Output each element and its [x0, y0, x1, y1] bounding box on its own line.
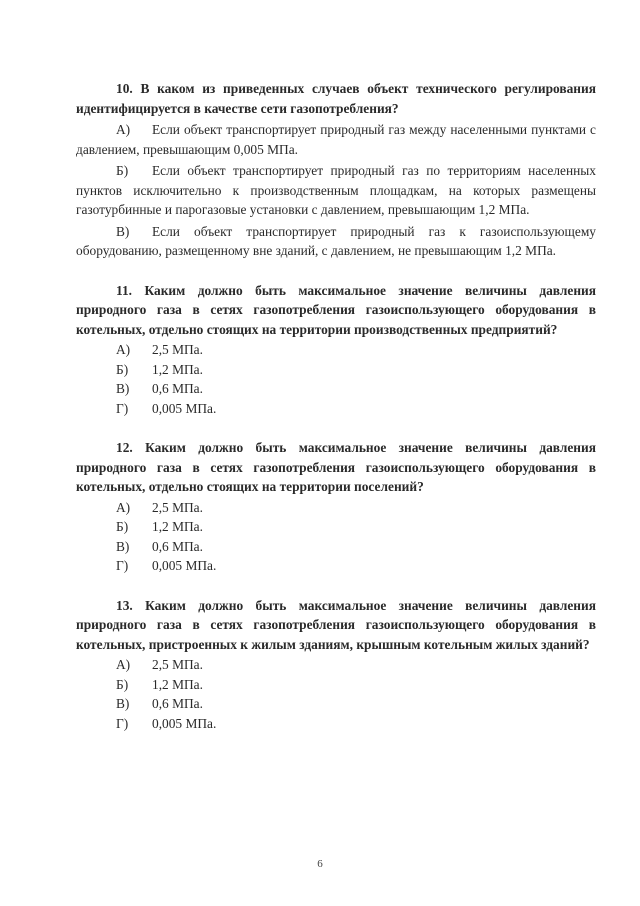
- option-letter: В): [116, 696, 130, 711]
- option-text: Если объект транспортирует природный газ по территориям населенных пунктов исключительно к производственным площадкам, на которых размещены газотурбинные и парогазовые установки с давлением, превышающим 1,2 МПа.: [76, 163, 596, 217]
- option-text: 1,2 МПа.: [152, 519, 203, 534]
- option-text: 0,005 МПа.: [152, 558, 217, 573]
- option-text: 2,5 МПа.: [152, 342, 203, 357]
- answer-option: [76, 694, 596, 714]
- answer-option: [76, 655, 596, 675]
- option-letter: Б): [116, 519, 129, 534]
- question-10: [76, 79, 596, 261]
- option-text: 0,6 МПа.: [152, 696, 203, 711]
- answer-options: [76, 498, 596, 576]
- question-12: [76, 438, 596, 576]
- option-letter: А): [116, 499, 131, 515]
- answer-option: [76, 161, 596, 220]
- question-13: [76, 596, 596, 734]
- option-letter: Б): [116, 361, 129, 377]
- option-letter: В): [116, 223, 130, 239]
- answer-options: [76, 655, 596, 733]
- option-letter: Б): [116, 676, 129, 692]
- option-letter: В): [116, 538, 130, 554]
- option-text: 2,5 МПа.: [152, 499, 203, 515]
- answer-options: [76, 340, 596, 418]
- answer-option: [76, 399, 596, 419]
- option-letter: Г): [116, 558, 129, 573]
- spacer: [76, 576, 596, 596]
- answer-option: [76, 340, 596, 360]
- option-text: Если объект транспортирует природный газ к газоиспользующему оборудованию, размещенному вне зданий, с давлением, не превышающим 1,2 МПа.: [76, 223, 596, 258]
- option-text: 1,2 МПа.: [152, 361, 203, 377]
- answer-option: [76, 537, 596, 557]
- answer-option: [76, 556, 596, 576]
- answer-option: [76, 222, 596, 261]
- answer-options: [76, 120, 596, 261]
- answer-option: [76, 517, 596, 537]
- answer-option: [76, 675, 596, 695]
- question-title: 11. Каким должно быть максимальное значение величины давления природного газа в сетях газопотребления газоиспользующего оборудования в котельных, отдельно стоящих на территории производственных предприятий?: [76, 282, 596, 337]
- question-title: 12. Каким должно быть максимальное значение величины давления природного газа в сетях газопотребления газоиспользующего оборудования в котельных, отдельно стоящих на территории поселений?: [76, 440, 596, 494]
- option-text: 1,2 МПа.: [152, 676, 203, 692]
- question-title: 10. В каком из приведенных случаев объект технического регулирования идентифицируется в качестве сети газопотребления?: [76, 81, 596, 116]
- option-letter: А): [116, 657, 131, 672]
- option-letter: Б): [116, 163, 129, 178]
- answer-option: [76, 360, 596, 380]
- question-title: 13. Каким должно быть максимальное значение величины давления природного газа в сетях газопотребления газоиспользующего оборудования в котельных, пристроенных к жилым зданиям, крышным котельным жилых зданий?: [76, 597, 596, 652]
- answer-option: [76, 498, 596, 518]
- page-content: [76, 79, 596, 733]
- option-letter: Г): [116, 715, 129, 731]
- spacer: [76, 261, 596, 281]
- answer-option: [76, 714, 596, 734]
- page-number: 6: [317, 858, 323, 870]
- option-letter: А): [116, 122, 131, 137]
- option-letter: Г): [116, 400, 129, 416]
- option-text: 0,005 МПа.: [152, 400, 217, 416]
- option-letter: А): [116, 342, 131, 357]
- question-11: [76, 281, 596, 419]
- answer-option: [76, 120, 596, 159]
- option-text: 2,5 МПа.: [152, 657, 203, 672]
- spacer: [76, 418, 596, 438]
- option-text: 0,005 МПа.: [152, 715, 217, 731]
- answer-option: [76, 379, 596, 399]
- option-text: 0,6 МПа.: [152, 538, 203, 554]
- option-text: Если объект транспортирует природный газ между населенными пунктами с давлением, превышающим 0,005 МПа.: [76, 122, 596, 157]
- option-letter: В): [116, 381, 130, 396]
- option-text: 0,6 МПа.: [152, 381, 203, 396]
